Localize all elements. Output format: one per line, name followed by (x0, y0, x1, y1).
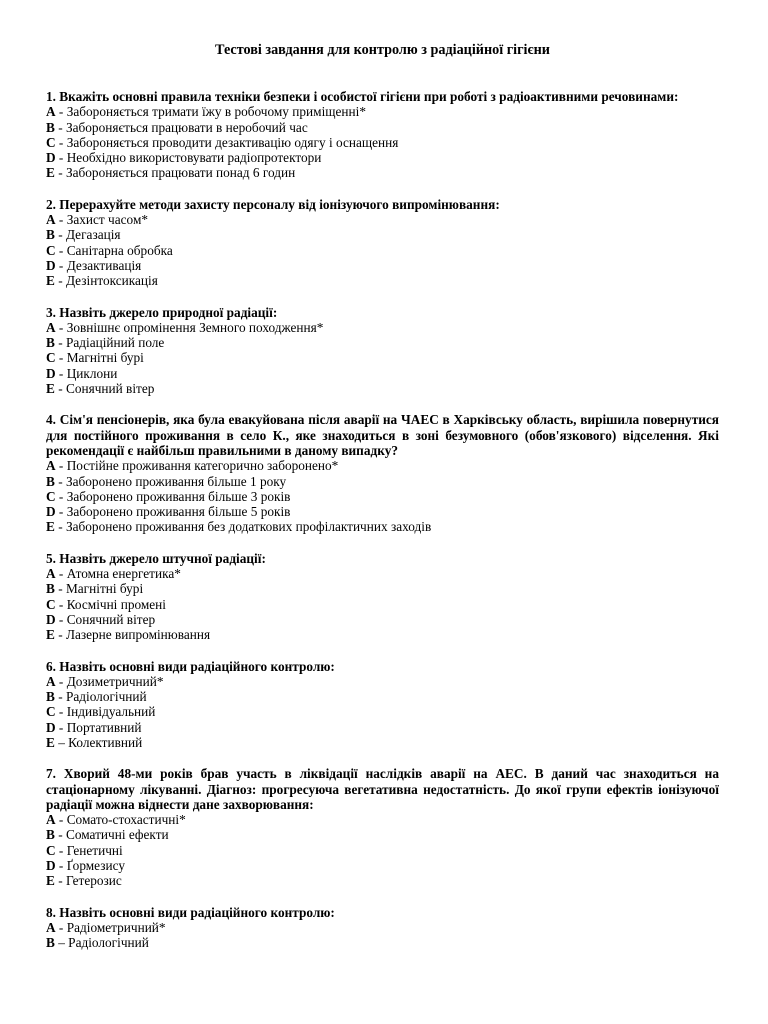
answer-separator: - (54, 581, 66, 597)
answer-text: Заборонено проживання без додаткових профілактичних заходів (65, 519, 432, 535)
answer-separator: - (54, 335, 66, 351)
answer-separator: - (55, 104, 67, 120)
answer-separator: - (55, 596, 67, 612)
answer-letter: D (46, 858, 56, 874)
answer-text: Атомна енергетика* (66, 566, 181, 582)
answer-letter: C (46, 488, 56, 504)
answer-text: Забороняється проводити дезактивацію одягу і оснащення (66, 134, 399, 150)
answer-separator: - (55, 704, 67, 720)
answer-list (46, 674, 719, 750)
answer-letter: E (46, 165, 55, 181)
answer-letter: E (46, 381, 55, 397)
answer-letter: D (46, 611, 56, 627)
answer-letter: B (46, 227, 55, 243)
answer-option (46, 120, 719, 135)
answer-text: Заборонено проживання більше 1 року (65, 473, 287, 489)
answer-letter: D (46, 150, 56, 166)
answer-separator: - (55, 257, 67, 273)
answer-letter: C (46, 704, 56, 720)
question-text: 3. Назвіть джерело природної радіації: (46, 304, 278, 320)
answer-separator: - (54, 873, 66, 889)
answer-option (46, 920, 719, 935)
answer-text: Дезактивація (66, 257, 142, 273)
answer-text: Забороняється працювати понад 6 годин (65, 165, 296, 181)
answer-separator: - (55, 504, 67, 520)
answer-text: Радіометричний* (66, 919, 166, 935)
document-title: Тестові завдання для контролю з радіаційної гігієни (215, 42, 550, 58)
answer-text: Лазерне випромінювання (65, 627, 211, 643)
question-block (46, 412, 719, 534)
answer-letter: A (46, 673, 56, 689)
answer-separator: - (55, 812, 67, 828)
answer-option (46, 104, 719, 119)
answer-letter: A (46, 104, 56, 120)
question-text: 8. Назвіть основні види радіаційного контролю: (46, 904, 335, 920)
answer-separator: - (55, 458, 67, 474)
answer-option (46, 704, 719, 719)
answer-text: Радіаційний поле (65, 335, 165, 351)
answer-separator: - (55, 719, 67, 735)
answer-letter: B (46, 935, 55, 951)
answer-separator: - (55, 212, 67, 228)
answer-option (46, 366, 719, 381)
answer-letter: A (46, 919, 56, 935)
question-block (46, 197, 719, 289)
answer-text: Циклони (66, 365, 118, 381)
answer-separator: - (54, 273, 66, 289)
question-text: 1. Вкажіть основні правила техніки безпеки і особистої гігієни при роботі з радіоактивними речовинами: (46, 89, 679, 104)
question-block (46, 305, 719, 397)
answer-option (46, 689, 719, 704)
answer-separator: – (54, 734, 69, 750)
answer-text: Ґормезису (66, 858, 125, 874)
answer-separator: - (55, 150, 67, 166)
answer-option (46, 827, 719, 842)
answer-separator: - (55, 134, 67, 150)
answer-option (46, 335, 719, 350)
answer-option (46, 504, 719, 519)
answer-option (46, 566, 719, 581)
answer-separator: - (55, 319, 67, 335)
answer-text: Сонячний вітер (66, 611, 156, 627)
answer-text: Забороняється тримати їжу в робочому приміщенні* (66, 104, 366, 120)
answer-option (46, 227, 719, 242)
answer-text: Радіологічний (65, 689, 147, 705)
answer-option (46, 165, 719, 180)
answer-letter: D (46, 504, 56, 520)
answer-letter: E (46, 273, 55, 289)
answer-separator: - (55, 611, 67, 627)
answer-separator: - (54, 627, 66, 643)
answer-text: Дозиметричний* (66, 673, 164, 689)
answer-option (46, 474, 719, 489)
answer-separator: - (55, 566, 67, 582)
answer-letter: A (46, 458, 56, 474)
answer-letter: B (46, 335, 55, 351)
question-list (46, 89, 719, 951)
answer-letter: D (46, 719, 56, 735)
answer-option (46, 597, 719, 612)
answer-option (46, 720, 719, 735)
answer-separator: - (55, 365, 67, 381)
answer-option (46, 273, 719, 288)
answer-text: Космічні промені (66, 596, 166, 612)
question-block (46, 551, 719, 643)
answer-text: Індивідуальний (66, 704, 156, 720)
answer-text: Радіологічний (68, 935, 149, 951)
answer-text: Дезінтоксикація (65, 273, 158, 289)
answer-text: Дегазація (65, 227, 121, 243)
answer-option (46, 135, 719, 150)
answer-option (46, 873, 719, 888)
answer-letter: B (46, 581, 55, 597)
answer-text: Колективний (68, 734, 143, 750)
answer-list (46, 104, 719, 180)
answer-text: Соматичні ефекти (65, 827, 169, 843)
answer-letter: A (46, 212, 56, 228)
answer-option (46, 581, 719, 596)
answer-separator: - (55, 350, 67, 366)
question-block (46, 89, 719, 181)
answer-option (46, 627, 719, 642)
answer-option (46, 812, 719, 827)
answer-letter: E (46, 519, 55, 535)
answer-letter: C (46, 350, 56, 366)
answer-separator: - (55, 919, 67, 935)
answer-option (46, 350, 719, 365)
answer-text: Магнітні бурі (66, 350, 144, 366)
answer-separator: - (54, 473, 66, 489)
answer-separator: - (54, 227, 66, 243)
answer-text: Сомато-стохастичні* (66, 812, 186, 828)
answer-text: Захист часом* (66, 212, 149, 228)
answer-letter: A (46, 812, 56, 828)
answer-letter: B (46, 473, 55, 489)
answer-option (46, 935, 719, 950)
answer-option (46, 458, 719, 473)
answer-option (46, 519, 719, 534)
answer-letter: C (46, 842, 56, 858)
answer-letter: D (46, 365, 56, 381)
answer-separator: - (54, 119, 66, 135)
answer-separator: – (54, 935, 69, 951)
answer-option (46, 320, 719, 335)
answer-separator: - (54, 827, 66, 843)
question-text: 5. Назвіть джерело штучної радіації: (46, 550, 266, 566)
answer-separator: - (55, 673, 67, 689)
answer-text: Зовнішнє опромінення Земного походження* (66, 319, 324, 335)
answer-option (46, 212, 719, 227)
answer-list (46, 812, 719, 888)
answer-separator: - (55, 242, 67, 258)
answer-option (46, 612, 719, 627)
answer-option (46, 858, 719, 873)
answer-separator: - (54, 381, 66, 397)
answer-letter: B (46, 119, 55, 135)
question-text: 6. Назвіть основні види радіаційного контролю: (46, 658, 335, 674)
answer-text: Заборонено проживання більше 3 років (66, 488, 291, 504)
answer-letter: A (46, 319, 56, 335)
answer-list (46, 212, 719, 288)
answer-letter: C (46, 242, 56, 258)
answer-list (46, 458, 719, 534)
answer-letter: D (46, 257, 56, 273)
answer-text: Сонячний вітер (65, 381, 155, 397)
question-block (46, 766, 719, 888)
question-text: 4. Сім'я пенсіонерів, яка була евакуйована після аварії на ЧАЕС в Харківську область, вирішила повернутися для постійного проживання в село К., яке знаходиться в зоні безумовного (обов'язкового) відселення. Які рекомендації є найбільш правильними в даному випадку? (46, 412, 719, 458)
answer-text: Постійне проживання категорично заборонено* (66, 458, 339, 474)
answer-text: Необхідно використовувати радіопротектори (66, 150, 322, 166)
answer-option (46, 150, 719, 165)
answer-option (46, 243, 719, 258)
answer-option (46, 843, 719, 858)
answer-text: Портативний (66, 719, 142, 735)
answer-list (46, 320, 719, 396)
answer-option (46, 381, 719, 396)
question-text: 2. Перерахуйте методи захисту персоналу від іонізуючого випромінювання: (46, 196, 500, 212)
answer-text: Санітарна обробка (66, 242, 173, 258)
answer-letter: E (46, 627, 55, 643)
answer-text: Магнітні бурі (65, 581, 144, 597)
answer-separator: - (54, 165, 66, 181)
answer-text: Заборонено проживання більше 5 років (66, 504, 291, 520)
answer-letter: C (46, 596, 56, 612)
question-text: 7. Хворий 48-ми років брав участь в ліквідації наслідків аварії на АЕС. В даний час знаходиться на стаціонарному лікуванні. Діагноз: прогресуюча вегетативна недостатність. До якої групи ефектів іонізуючої радіації можна віднести дане захворювання: (46, 766, 719, 812)
answer-option (46, 674, 719, 689)
answer-list (46, 920, 719, 951)
answer-letter: C (46, 134, 56, 150)
answer-list (46, 566, 719, 642)
question-block (46, 905, 719, 951)
question-block (46, 659, 719, 751)
answer-option (46, 489, 719, 504)
answer-text: Забороняється працювати в неробочий час (65, 119, 308, 135)
answer-separator: - (54, 689, 66, 705)
answer-option (46, 735, 719, 750)
answer-separator: - (55, 842, 67, 858)
answer-separator: - (55, 488, 67, 504)
answer-separator: - (55, 858, 67, 874)
answer-text: Гетерозис (65, 873, 122, 889)
answer-letter: E (46, 873, 55, 889)
answer-letter: A (46, 566, 56, 582)
answer-letter: E (46, 734, 55, 750)
answer-text: Генетичні (66, 842, 123, 858)
answer-letter: B (46, 827, 55, 843)
answer-option (46, 258, 719, 273)
answer-letter: B (46, 689, 55, 705)
answer-separator: - (54, 519, 66, 535)
